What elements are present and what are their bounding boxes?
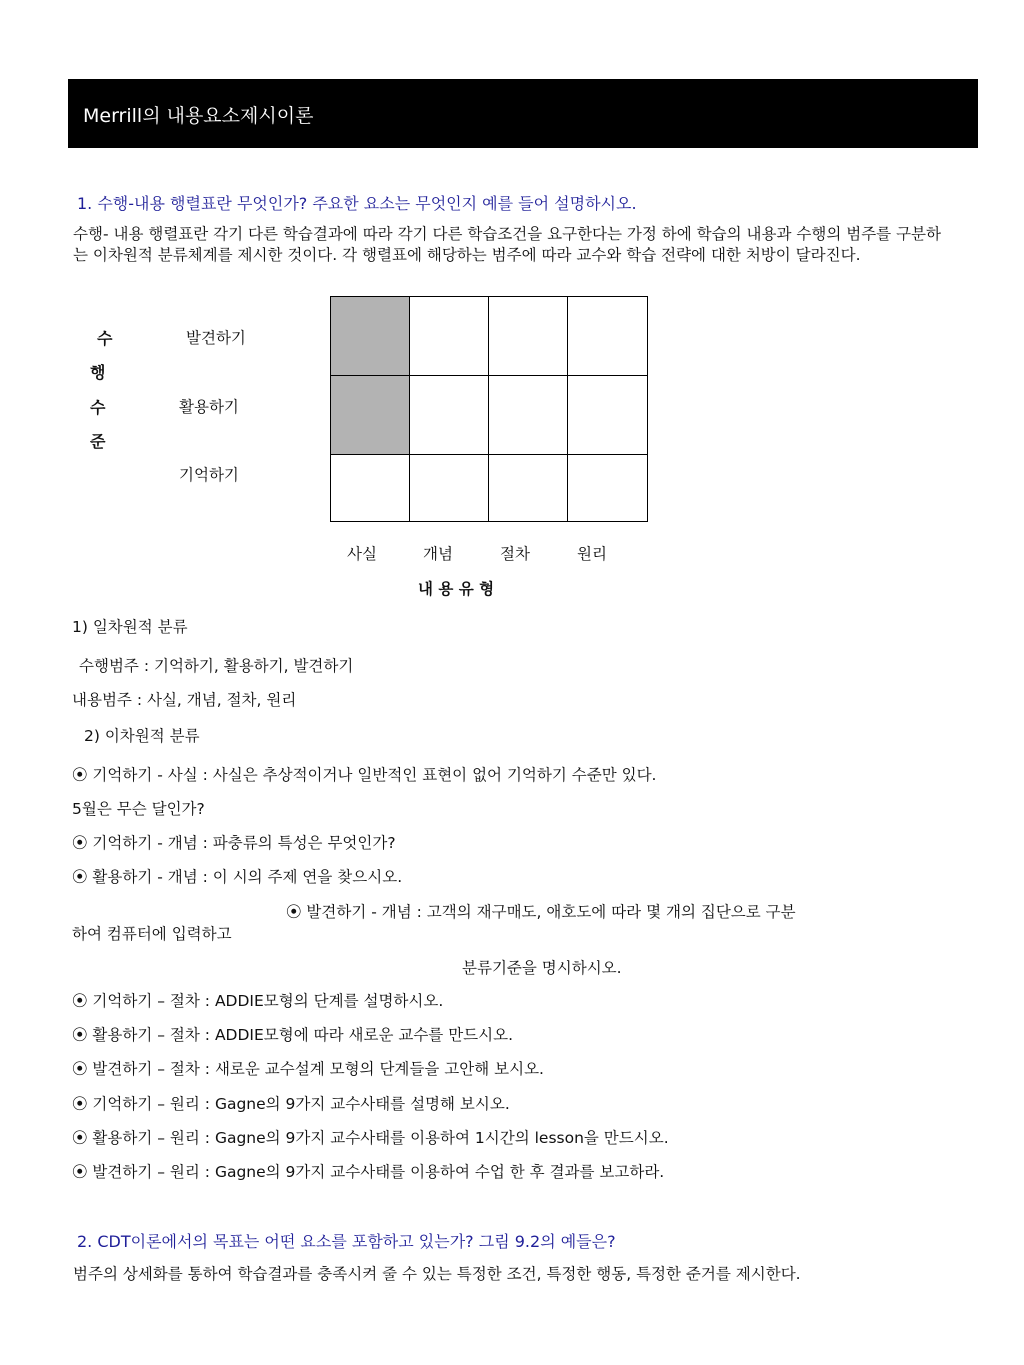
secondary-classification-heading: 2) 이차원적 분류 [84, 727, 200, 745]
x-axis-title: 내 용 유 형 [418, 580, 495, 598]
matrix-grid [330, 296, 648, 522]
column-label: 개념 [423, 545, 453, 563]
y-axis-char: 수 [90, 398, 106, 417]
page-title: Merrill의 내용요소제시이론 [83, 105, 314, 127]
matrix-cell [331, 297, 410, 376]
list-item: ⦿ 기억하기 – 절차 : ADDIE모형의 단계를 설명하시오. [72, 992, 444, 1010]
list-item: ⦿ 발견하기 – 절차 : 새로운 교수설계 모형의 단계들을 고안해 보시오. [72, 1060, 544, 1078]
section2-question: 2. CDT이론에서의 목표는 어떤 요소를 포함하고 있는가? 그림 9.2의 예들은? [77, 1232, 616, 1251]
list-item: ⦿ 활용하기 – 절차 : ADDIE모형에 따라 새로운 교수를 만드시오. [72, 1026, 514, 1044]
matrix-cell [489, 376, 568, 455]
content-categories: 내용범주 : 사실, 개념, 절차, 원리 [72, 691, 297, 709]
title-banner [68, 79, 978, 148]
list-item: ⦿ 기억하기 - 개념 : 파충류의 특성은 무엇인가? [72, 834, 396, 852]
y-axis-char: 준 [90, 432, 106, 451]
list-item: ⦿ 기억하기 – 원리 : Gagne의 9가지 교수사태를 설명해 보시오. [72, 1095, 510, 1113]
matrix-cell [568, 455, 647, 521]
matrix-cell [410, 376, 489, 455]
list-item: ⦿ 활용하기 – 원리 : Gagne의 9가지 교수사태를 이용하여 1시간의 lesson을 만드시오. [72, 1129, 669, 1147]
primary-classification-heading: 1) 일차원적 분류 [72, 618, 188, 636]
section1-answer: 수행- 내용 행렬표란 각기 다른 학습결과에 따라 각기 다른 학습조건을 요구한다는 가정 하에 학습의 내용과 수행의 범주를 구분하는 이차원적 분류체계를 제시한 것이다. 각 행렬표에 해당하는 범주에 따라 교수와 학습 전략에 대한 처방이 달라진다. [73, 225, 941, 264]
list-item: ⦿ 발견하기 – 원리 : Gagne의 9가지 교수사태를 이용하여 수업 한 후 결과를 보고하라. [72, 1163, 665, 1181]
performance-categories: 수행범주 : 기억하기, 활용하기, 발견하기 [79, 657, 354, 675]
list-item: ⦿ 활용하기 - 개념 : 이 시의 주제 연을 찾으시오. [72, 868, 403, 886]
column-label: 사실 [347, 545, 377, 563]
list-item: ⦿ 발견하기 - 개념 : 고객의 재구매도, 애호도에 따라 몇 개의 집단으로 구분 [286, 903, 796, 921]
matrix-cell [410, 455, 489, 521]
section2-answer: 범주의 상세화를 통하여 학습결과를 충족시켜 줄 수 있는 특정한 조건, 특정한 행동, 특정한 준거를 제시한다. [73, 1265, 801, 1283]
column-label: 원리 [577, 545, 607, 563]
list-item: 하여 컴퓨터에 입력하고 [72, 925, 232, 943]
list-item: 분류기준을 명시하시오. [462, 959, 622, 977]
matrix-cell [568, 376, 647, 455]
row-label: 기억하기 [179, 466, 239, 484]
matrix-cell [489, 297, 568, 376]
y-axis-char: 행 [90, 363, 106, 382]
row-label: 발견하기 [186, 329, 246, 347]
matrix-cell [489, 455, 568, 521]
list-item: ⦿ 기억하기 - 사실 : 사실은 추상적이거나 일반적인 표현이 없어 기억하기 수준만 있다. [72, 766, 657, 784]
section1-question: 1. 수행-내용 행렬표란 무엇인가? 주요한 요소는 무엇인지 예를 들어 설명하시오. [77, 194, 637, 213]
matrix-cell [331, 376, 410, 455]
matrix-cell [331, 455, 410, 521]
row-label: 활용하기 [179, 398, 239, 416]
matrix-cell [568, 297, 647, 376]
matrix-cell [410, 297, 489, 376]
list-item: 5월은 무슨 달인가? [72, 800, 205, 818]
y-axis-char: 수 [97, 329, 113, 348]
column-label: 절차 [500, 545, 530, 563]
